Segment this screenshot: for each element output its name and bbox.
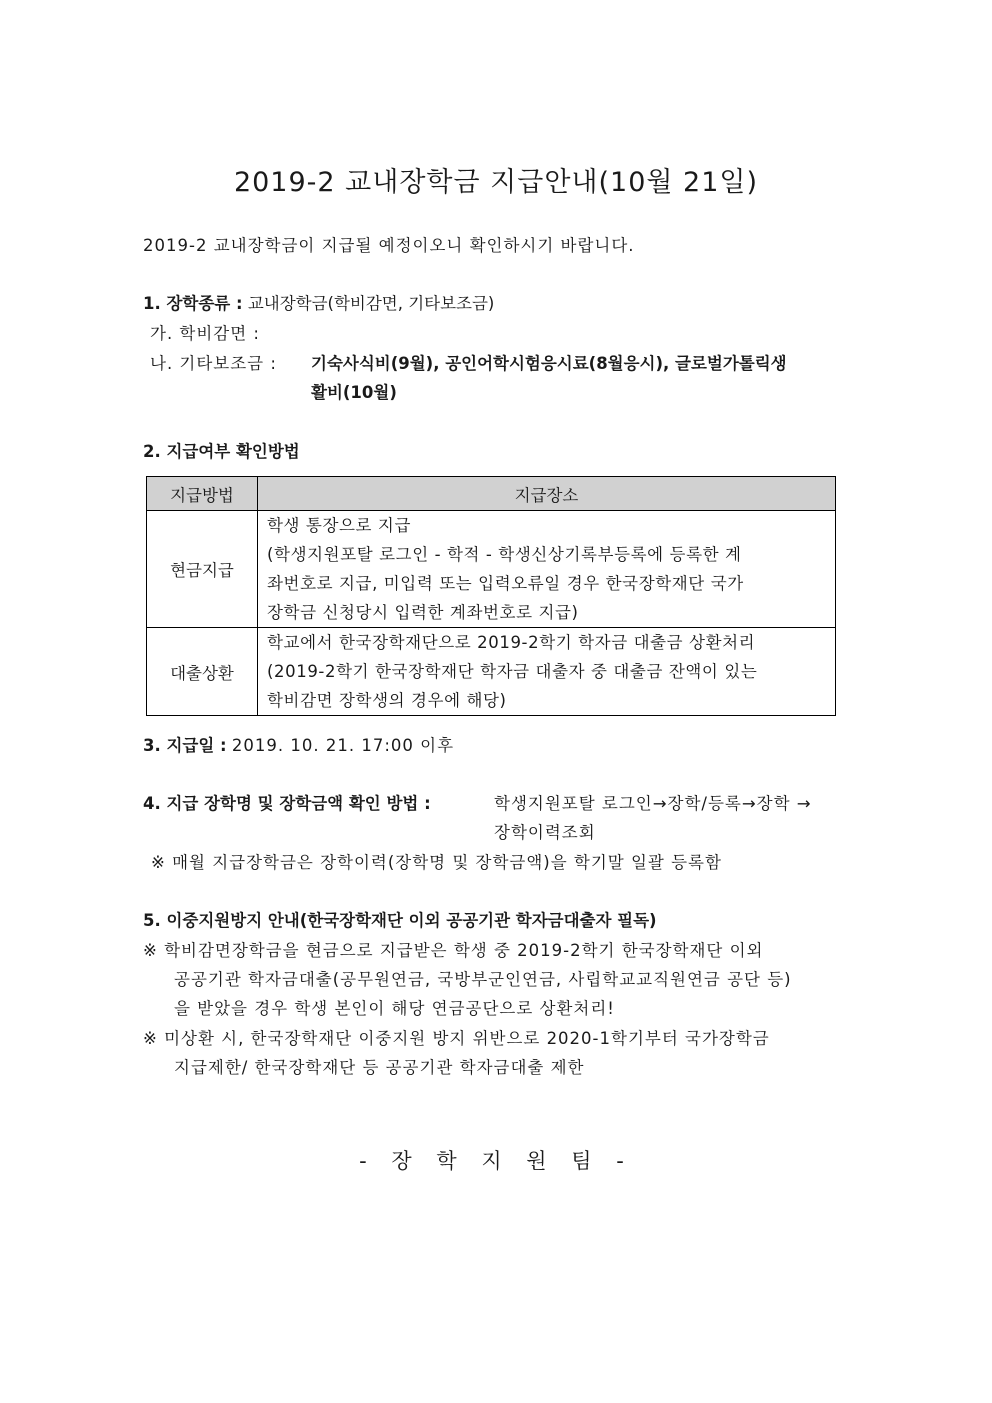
- section5-note1-line3: 을 받았을 경우 학생 본인이 해당 연금공단으로 상환처리!: [174, 999, 615, 1018]
- section4-note: ※ 매월 지급장학금은 장학이력(장학명 및 장학금액)을 학기말 일괄 등록함: [151, 853, 722, 872]
- section2-heading: 2. 지급여부 확인방법: [143, 442, 300, 461]
- section1-item-b-label: 나. 기타보조금 :: [150, 354, 277, 373]
- payment-method-table: [146, 476, 836, 716]
- table-cell-line: 학교에서 한국장학재단으로 2019-2학기 학자금 대출금 상환처리: [267, 633, 756, 652]
- table-cell-line: 학생 통장으로 지급: [267, 516, 412, 535]
- table-cell-line: 장학금 신청당시 입력한 계좌번호로 지급): [267, 603, 579, 622]
- table-cell-place: [258, 628, 836, 716]
- table-cell-line: 좌번호로 지급, 미입력 또는 입력오류일 경우 한국장학재단 국가: [267, 574, 744, 593]
- section1-item-b-line1: 기숙사식비(9월), 공인어학시험응시료(8월응시), 글로벌가톨릭생: [311, 354, 787, 373]
- section5-note1-line2: 공공기관 학자금대출(공무원연금, 국방부군인연금, 사립학교교직원연금 공단 등): [174, 970, 792, 989]
- table-cell-method: 현금지급: [147, 511, 258, 628]
- table-cell-method: 대출상환: [147, 628, 258, 716]
- section3-heading: 3. 지급일 :: [143, 736, 227, 755]
- table-cell-line: (2019-2학기 한국장학재단 학자금 대출자 중 대출금 잔액이 있는: [267, 662, 758, 681]
- section5-heading: 5. 이중지원방지 안내(한국장학재단 이외 공공기관 학자금대출자 필독): [143, 911, 657, 930]
- section1-item-a: 가. 학비감면 :: [150, 324, 260, 343]
- table-header-method: 지급방법: [147, 477, 258, 511]
- section3-line: [143, 736, 454, 756]
- section1-heading: 1. 장학종류 :: [143, 294, 243, 313]
- section5-note1-line1: ※ 학비감면장학금을 현금으로 지급받은 학생 중 2019-2학기 한국장학재단 이외: [143, 941, 764, 960]
- table-header-row: [147, 477, 836, 511]
- section1-item-b-line2: 활비(10월): [311, 383, 397, 402]
- table-cell-place: [258, 511, 836, 628]
- section4-heading: 4. 지급 장학명 및 장학금액 확인 방법 :: [143, 794, 431, 813]
- section5-note2-line2: 지급제한/ 한국장학재단 등 공공기관 학자금대출 제한: [174, 1058, 585, 1077]
- table-row: [147, 628, 836, 716]
- section1-value: 교내장학금(학비감면, 기타보조금): [247, 294, 495, 313]
- table-header-place: 지급장소: [258, 477, 836, 511]
- intro-text: 2019-2 교내장학금이 지급될 예정이오니 확인하시기 바랍니다.: [143, 236, 635, 255]
- section4-value-line2: 장학이력조회: [494, 823, 596, 842]
- section4-value-line1: 학생지원포탈 로그인→장학/등록→장학 →: [494, 794, 812, 813]
- table-cell-line: (학생지원포탈 로그인 - 학적 - 학생신상기록부등록에 등록한 계: [267, 545, 742, 564]
- section1-line: [143, 294, 494, 314]
- section3-value: 2019. 10. 21. 17:00 이후: [231, 736, 455, 755]
- page-title: 2019-2 교내장학금 지급안내(10월 21일): [233, 167, 759, 198]
- table-row: [147, 511, 836, 628]
- footer-team-name: - 장 학 지 원 팀 -: [359, 1149, 633, 1173]
- table-cell-line: 학비감면 장학생의 경우에 해당): [267, 691, 507, 710]
- section5-note2-line1: ※ 미상환 시, 한국장학재단 이중지원 방지 위반으로 2020-1학기부터 국가장학금: [143, 1029, 770, 1048]
